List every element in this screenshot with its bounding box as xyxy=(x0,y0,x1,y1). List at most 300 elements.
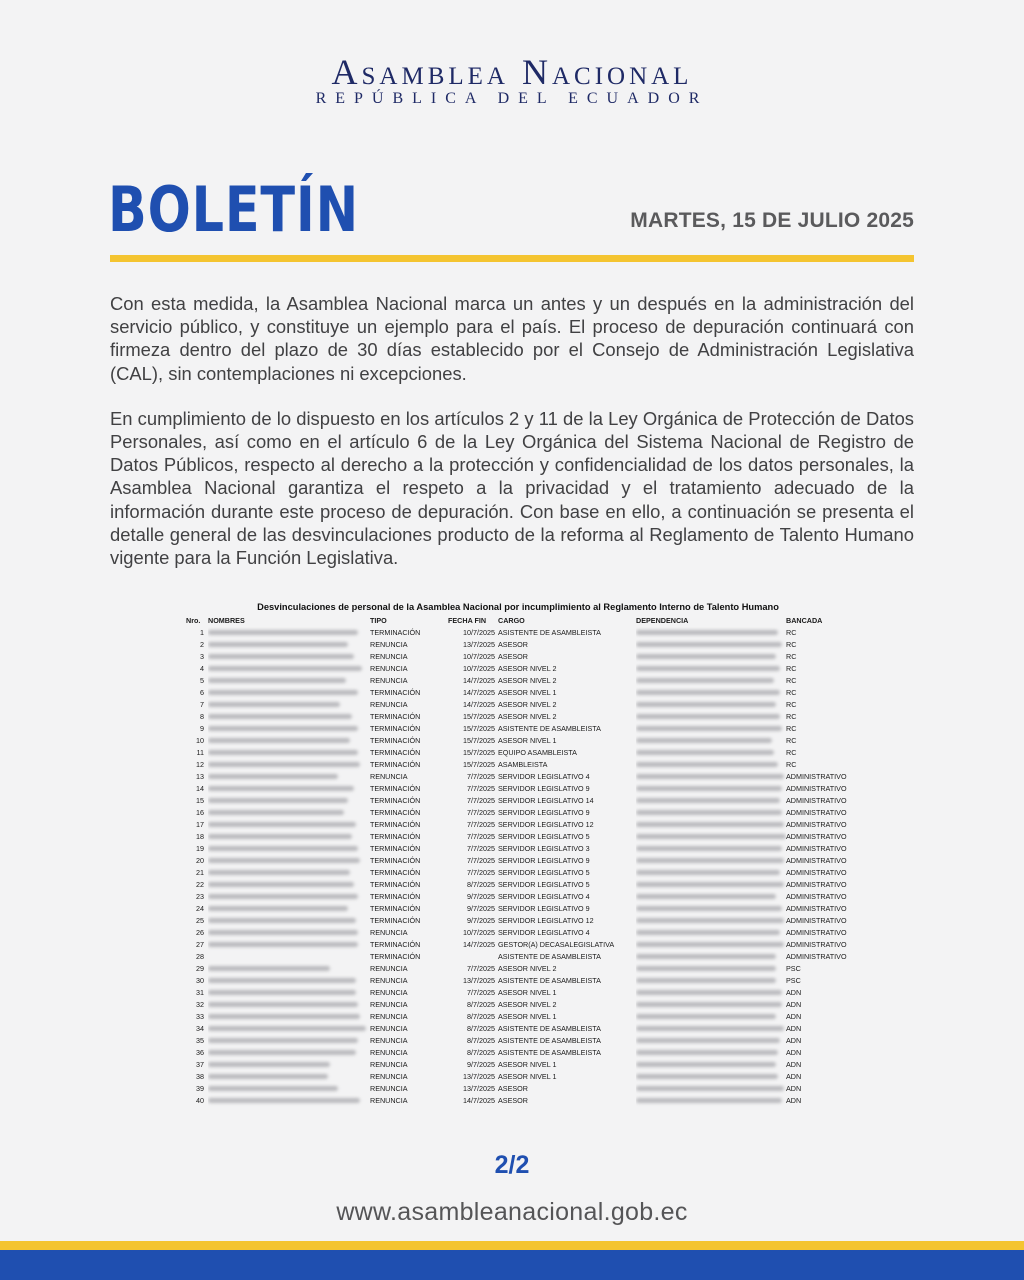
redacted-text xyxy=(208,630,358,635)
redacted-name-cell xyxy=(208,975,370,987)
type-cell: RENUNCIA xyxy=(370,988,408,997)
redacted-text xyxy=(636,702,776,707)
redacted-dependency-cell xyxy=(636,771,786,783)
redacted-dependency-cell xyxy=(636,831,786,843)
redacted-text xyxy=(636,762,778,767)
end-date-cell: 9/7/2025 xyxy=(467,904,495,913)
caucus-cell: RC xyxy=(786,700,797,709)
row-number-cell: 16 xyxy=(196,808,204,817)
end-date-cell: 8/7/2025 xyxy=(467,1036,495,1045)
type-cell: TERMINACIÓN xyxy=(370,940,421,949)
redacted-name-cell xyxy=(208,831,370,843)
table-body xyxy=(186,627,850,1107)
caucus-cell: RC xyxy=(786,640,797,649)
type-cell: RENUNCIA xyxy=(370,664,408,673)
position-cell: SERVIDOR LEGISLATIVO 5 xyxy=(498,832,590,841)
table-row xyxy=(186,867,850,879)
redacted-name-cell xyxy=(208,1047,370,1059)
table-title: Desvinculaciones de personal de la Asamblea Nacional por incumplimiento al Reglamento Interno de Talento Humano xyxy=(257,602,779,612)
caucus-cell: RC xyxy=(786,712,797,721)
position-cell: ASISTENTE DE ASAMBLEISTA xyxy=(498,724,601,733)
table-row xyxy=(186,1083,850,1095)
position-cell: ASISTENTE DE ASAMBLEISTA xyxy=(498,628,601,637)
caucus-cell: RC xyxy=(786,736,797,745)
redacted-name-cell xyxy=(208,759,370,771)
position-cell: SERVIDOR LEGISLATIVO 3 xyxy=(498,844,590,853)
redacted-text xyxy=(208,702,340,707)
caucus-cell: RC xyxy=(786,748,797,757)
header xyxy=(0,52,1024,108)
paragraph: En cumplimiento de lo dispuesto en los artículos 2 y 11 de la Ley Orgánica de Protección de Datos Personales, así como en el artículo 6 de la Ley Orgánica del Sistema Nacional de Registro de Datos Públicos, respecto al derecho a la protección y confidencialidad de los datos personales, la Asamblea Nacional garantiza el respeto a la privacidad y el tratamiento adecuado de la información durante este proceso de depuración. Con base en ello, a continuación se presenta el detalle general de las desvinculaciones producto de la reforma al Reglamento de Talento Humano vigente para la Función Legislativa. xyxy=(110,407,914,569)
table-row xyxy=(186,819,850,831)
redacted-dependency-cell xyxy=(636,927,786,939)
dismissals-table xyxy=(186,615,850,1107)
row-number-cell: 35 xyxy=(196,1036,204,1045)
redacted-text xyxy=(636,726,782,731)
redacted-name-cell xyxy=(208,627,370,639)
redacted-text xyxy=(208,762,360,767)
redacted-text xyxy=(636,1098,782,1103)
caucus-cell: ADN xyxy=(786,1096,802,1105)
end-date-cell: 7/7/2025 xyxy=(467,796,495,805)
row-number-cell: 38 xyxy=(196,1072,204,1081)
caucus-cell: RC xyxy=(786,760,797,769)
type-cell: TERMINACIÓN xyxy=(370,628,421,637)
redacted-name-cell xyxy=(208,951,370,963)
bulletin-date: MARTES, 15 DE JULIO 2025 xyxy=(630,209,914,232)
redacted-text xyxy=(208,846,358,851)
position-cell: ASISTENTE DE ASAMBLEISTA xyxy=(498,952,601,961)
position-cell: SERVIDOR LEGISLATIVO 9 xyxy=(498,808,590,817)
redacted-text xyxy=(208,642,348,647)
redacted-name-cell xyxy=(208,819,370,831)
end-date-cell: 15/7/2025 xyxy=(463,736,495,745)
end-date-cell: 14/7/2025 xyxy=(463,676,495,685)
type-cell: TERMINACIÓN xyxy=(370,820,421,829)
column-header: Nro. xyxy=(186,616,201,625)
position-cell: SERVIDOR LEGISLATIVO 14 xyxy=(498,796,594,805)
row-number-cell: 3 xyxy=(200,652,204,661)
redacted-dependency-cell xyxy=(636,795,786,807)
redacted-text xyxy=(208,930,358,935)
position-cell: ASISTENTE DE ASAMBLEISTA xyxy=(498,1048,601,1057)
redacted-name-cell xyxy=(208,987,370,999)
redacted-text xyxy=(636,906,782,911)
row-number-cell: 20 xyxy=(196,856,204,865)
end-date-cell: 8/7/2025 xyxy=(467,880,495,889)
table-row xyxy=(186,1071,850,1083)
position-cell: ASESOR NIVEL 1 xyxy=(498,736,557,745)
type-cell: RENUNCIA xyxy=(370,640,408,649)
type-cell: TERMINACIÓN xyxy=(370,760,421,769)
type-cell: TERMINACIÓN xyxy=(370,880,421,889)
redacted-name-cell xyxy=(208,747,370,759)
table-row xyxy=(186,891,850,903)
redacted-dependency-cell xyxy=(636,687,786,699)
redacted-text xyxy=(208,1098,360,1103)
redacted-dependency-cell xyxy=(636,735,786,747)
redacted-dependency-cell xyxy=(636,843,786,855)
redacted-dependency-cell xyxy=(636,855,786,867)
end-date-cell: 10/7/2025 xyxy=(463,628,495,637)
caucus-cell: PSC xyxy=(786,964,801,973)
type-cell: RENUNCIA xyxy=(370,1060,408,1069)
redacted-text xyxy=(636,954,776,959)
caucus-cell: RC xyxy=(786,664,797,673)
type-cell: TERMINACIÓN xyxy=(370,952,421,961)
table-row xyxy=(186,651,850,663)
redacted-text xyxy=(636,786,782,791)
table-row xyxy=(186,747,850,759)
redacted-text xyxy=(208,822,356,827)
type-cell: TERMINACIÓN xyxy=(370,808,421,817)
column-header: CARGO xyxy=(498,616,525,625)
end-date-cell: 15/7/2025 xyxy=(463,712,495,721)
table-row xyxy=(186,723,850,735)
row-number-cell: 4 xyxy=(200,664,204,673)
row-number-cell: 21 xyxy=(196,868,204,877)
type-cell: RENUNCIA xyxy=(370,700,408,709)
caucus-cell: ADN xyxy=(786,1060,802,1069)
redacted-name-cell xyxy=(208,1083,370,1095)
caucus-cell: ADMINISTRATIVO xyxy=(786,844,847,853)
redacted-text xyxy=(208,726,358,731)
caucus-cell: ADMINISTRATIVO xyxy=(786,832,847,841)
redacted-text xyxy=(636,642,782,647)
redacted-text xyxy=(208,906,348,911)
position-cell: SERVIDOR LEGISLATIVO 9 xyxy=(498,904,590,913)
type-cell: TERMINACIÓN xyxy=(370,712,421,721)
redacted-text xyxy=(636,630,778,635)
table-row xyxy=(186,843,850,855)
redacted-dependency-cell xyxy=(636,903,786,915)
caucus-cell: ADMINISTRATIVO xyxy=(786,868,847,877)
end-date-cell: 7/7/2025 xyxy=(467,784,495,793)
position-cell: ASESOR NIVEL 2 xyxy=(498,712,557,721)
redacted-text xyxy=(636,1062,776,1067)
redacted-text xyxy=(636,966,776,971)
redacted-name-cell xyxy=(208,879,370,891)
table-row xyxy=(186,963,850,975)
type-cell: TERMINACIÓN xyxy=(370,844,421,853)
column-header: TIPO xyxy=(370,616,387,625)
caucus-cell: ADMINISTRATIVO xyxy=(786,928,847,937)
position-cell: ASESOR NIVEL 2 xyxy=(498,676,557,685)
end-date-cell: 9/7/2025 xyxy=(467,892,495,901)
type-cell: TERMINACIÓN xyxy=(370,904,421,913)
table-row xyxy=(186,879,850,891)
redacted-dependency-cell xyxy=(636,711,786,723)
position-cell: SERVIDOR LEGISLATIVO 9 xyxy=(498,784,590,793)
redacted-text xyxy=(636,942,784,947)
redacted-text xyxy=(636,690,780,695)
end-date-cell: 9/7/2025 xyxy=(467,916,495,925)
row-number-cell: 8 xyxy=(200,712,204,721)
redacted-text xyxy=(636,738,772,743)
body-text xyxy=(110,292,914,591)
redacted-dependency-cell xyxy=(636,1047,786,1059)
header-divider xyxy=(110,255,914,262)
redacted-text xyxy=(636,978,776,983)
position-cell: SERVIDOR LEGISLATIVO 5 xyxy=(498,880,590,889)
row-number-cell: 6 xyxy=(200,688,204,697)
redacted-name-cell xyxy=(208,999,370,1011)
type-cell: RENUNCIA xyxy=(370,676,408,685)
redacted-name-cell xyxy=(208,915,370,927)
column-header: NOMBRES xyxy=(208,616,245,625)
caucus-cell: RC xyxy=(786,652,797,661)
redacted-dependency-cell xyxy=(636,879,786,891)
end-date-cell: 8/7/2025 xyxy=(467,1048,495,1057)
end-date-cell: 8/7/2025 xyxy=(467,1012,495,1021)
row-number-cell: 18 xyxy=(196,832,204,841)
redacted-text xyxy=(636,918,784,923)
position-cell: SERVIDOR LEGISLATIVO 4 xyxy=(498,772,590,781)
type-cell: RENUNCIA xyxy=(370,652,408,661)
redacted-name-cell xyxy=(208,687,370,699)
end-date-cell: 15/7/2025 xyxy=(463,748,495,757)
row-number-cell: 30 xyxy=(196,976,204,985)
position-cell: SERVIDOR LEGISLATIVO 4 xyxy=(498,928,590,937)
table-row xyxy=(186,855,850,867)
position-cell: ASESOR NIVEL 2 xyxy=(498,964,557,973)
website-link[interactable]: www.asambleanacional.gob.ec xyxy=(336,1198,688,1226)
org-name: Asamblea Nacional xyxy=(331,52,693,92)
table-row xyxy=(186,699,850,711)
redacted-dependency-cell xyxy=(636,759,786,771)
redacted-name-cell xyxy=(208,1071,370,1083)
table-row xyxy=(186,1059,850,1071)
redacted-name-cell xyxy=(208,771,370,783)
table-row xyxy=(186,831,850,843)
redacted-text xyxy=(636,990,782,995)
type-cell: TERMINACIÓN xyxy=(370,724,421,733)
redacted-text xyxy=(636,774,784,779)
end-date-cell: 14/7/2025 xyxy=(463,688,495,697)
table-row xyxy=(186,999,850,1011)
end-date-cell: 7/7/2025 xyxy=(467,856,495,865)
redacted-text xyxy=(208,1026,366,1031)
end-date-cell: 8/7/2025 xyxy=(467,1000,495,1009)
redacted-name-cell xyxy=(208,1023,370,1035)
caucus-cell: ADN xyxy=(786,1084,802,1093)
type-cell: TERMINACIÓN xyxy=(370,784,421,793)
redacted-text xyxy=(208,858,360,863)
row-number-cell: 2 xyxy=(200,640,204,649)
column-header: BANCADA xyxy=(786,616,823,625)
redacted-text xyxy=(208,1086,338,1091)
position-cell: ASESOR NIVEL 1 xyxy=(498,1060,557,1069)
redacted-name-cell xyxy=(208,795,370,807)
table-row xyxy=(186,627,850,639)
redacted-name-cell xyxy=(208,939,370,951)
row-number-cell: 13 xyxy=(196,772,204,781)
redacted-text xyxy=(208,678,346,683)
redacted-text xyxy=(636,678,774,683)
redacted-text xyxy=(636,1002,782,1007)
redacted-dependency-cell xyxy=(636,1011,786,1023)
type-cell: TERMINACIÓN xyxy=(370,688,421,697)
position-cell: ASESOR NIVEL 1 xyxy=(498,1072,557,1081)
caucus-cell: ADMINISTRATIVO xyxy=(786,952,847,961)
redacted-name-cell xyxy=(208,783,370,795)
type-cell: RENUNCIA xyxy=(370,1072,408,1081)
caucus-cell: ADMINISTRATIVO xyxy=(786,916,847,925)
position-cell: EQUIPO ASAMBLEISTA xyxy=(498,748,577,757)
redacted-name-cell xyxy=(208,867,370,879)
redacted-name-cell xyxy=(208,927,370,939)
table-row xyxy=(186,1035,850,1047)
type-cell: TERMINACIÓN xyxy=(370,916,421,925)
type-cell: RENUNCIA xyxy=(370,772,408,781)
redacted-name-cell xyxy=(208,891,370,903)
caucus-cell: ADN xyxy=(786,988,802,997)
redacted-text xyxy=(636,798,780,803)
type-cell: TERMINACIÓN xyxy=(370,796,421,805)
redacted-name-cell xyxy=(208,807,370,819)
row-number-cell: 24 xyxy=(196,904,204,913)
redacted-name-cell xyxy=(208,855,370,867)
redacted-text xyxy=(208,918,356,923)
redacted-text xyxy=(208,882,354,887)
end-date-cell: 7/7/2025 xyxy=(467,964,495,973)
type-cell: RENUNCIA xyxy=(370,1036,408,1045)
position-cell: ASESOR NIVEL 1 xyxy=(498,988,557,997)
redacted-name-cell xyxy=(208,1035,370,1047)
table-row xyxy=(186,1023,850,1035)
type-cell: RENUNCIA xyxy=(370,1048,408,1057)
redacted-dependency-cell xyxy=(636,939,786,951)
row-number-cell: 17 xyxy=(196,820,204,829)
redacted-dependency-cell xyxy=(636,819,786,831)
redacted-dependency-cell xyxy=(636,1083,786,1095)
redacted-dependency-cell xyxy=(636,783,786,795)
type-cell: RENUNCIA xyxy=(370,976,408,985)
table-row xyxy=(186,675,850,687)
end-date-cell: 7/7/2025 xyxy=(467,820,495,829)
redacted-dependency-cell xyxy=(636,999,786,1011)
table-row xyxy=(186,759,850,771)
caucus-cell: ADMINISTRATIVO xyxy=(786,772,847,781)
row-number-cell: 33 xyxy=(196,1012,204,1021)
redacted-dependency-cell xyxy=(636,723,786,735)
caucus-cell: RC xyxy=(786,676,797,685)
type-cell: RENUNCIA xyxy=(370,1084,408,1093)
redacted-dependency-cell xyxy=(636,639,786,651)
redacted-dependency-cell xyxy=(636,891,786,903)
redacted-dependency-cell xyxy=(636,951,786,963)
row-number-cell: 26 xyxy=(196,928,204,937)
row-number-cell: 40 xyxy=(196,1096,204,1105)
table-row xyxy=(186,1095,850,1107)
redacted-text xyxy=(636,714,780,719)
page-number: 2/2 xyxy=(494,1151,530,1179)
table-row xyxy=(186,663,850,675)
position-cell: GESTOR(A) DECASALEGISLATIVA xyxy=(498,940,615,949)
row-number-cell: 12 xyxy=(196,760,204,769)
end-date-cell: 8/7/2025 xyxy=(467,1024,495,1033)
table-row xyxy=(186,807,850,819)
caucus-cell: ADMINISTRATIVO xyxy=(786,820,847,829)
redacted-text xyxy=(636,894,776,899)
row-number-cell: 9 xyxy=(200,724,204,733)
redacted-name-cell xyxy=(208,651,370,663)
redacted-text xyxy=(636,846,782,851)
position-cell: ASESOR xyxy=(498,652,528,661)
redacted-text xyxy=(636,1038,780,1043)
row-number-cell: 34 xyxy=(196,1024,204,1033)
position-cell: ASESOR NIVEL 2 xyxy=(498,700,557,709)
redacted-name-cell xyxy=(208,1095,370,1107)
redacted-dependency-cell xyxy=(636,987,786,999)
redacted-text xyxy=(636,1074,778,1079)
caucus-cell: RC xyxy=(786,688,797,697)
redacted-text xyxy=(208,798,348,803)
end-date-cell: 9/7/2025 xyxy=(467,1060,495,1069)
redacted-text xyxy=(208,1074,328,1079)
redacted-text xyxy=(636,1014,776,1019)
redacted-text xyxy=(208,942,358,947)
position-cell: ASESOR NIVEL 1 xyxy=(498,688,557,697)
redacted-dependency-cell xyxy=(636,807,786,819)
redacted-dependency-cell xyxy=(636,1023,786,1035)
end-date-cell: 14/7/2025 xyxy=(463,940,495,949)
redacted-text xyxy=(208,810,344,815)
end-date-cell: 10/7/2025 xyxy=(463,652,495,661)
caucus-cell: ADMINISTRATIVO xyxy=(786,784,847,793)
position-cell: SERVIDOR LEGISLATIVO 12 xyxy=(498,916,594,925)
row-number-cell: 28 xyxy=(196,952,204,961)
type-cell: TERMINACIÓN xyxy=(370,892,421,901)
org-subtitle: REPÚBLICA DEL ECUADOR xyxy=(315,90,709,107)
redacted-text xyxy=(636,1026,784,1031)
redacted-dependency-cell xyxy=(636,867,786,879)
row-number-cell: 32 xyxy=(196,1000,204,1009)
redacted-text xyxy=(208,714,352,719)
redacted-dependency-cell xyxy=(636,1059,786,1071)
position-cell: ASISTENTE DE ASAMBLEISTA xyxy=(498,976,601,985)
table-row xyxy=(186,987,850,999)
row-number-cell: 15 xyxy=(196,796,204,805)
row-number-cell: 22 xyxy=(196,880,204,889)
end-date-cell: 7/7/2025 xyxy=(467,772,495,781)
redacted-text xyxy=(208,654,354,659)
caucus-cell: ADN xyxy=(786,1000,802,1009)
caucus-cell: ADMINISTRATIVO xyxy=(786,880,847,889)
row-number-cell: 39 xyxy=(196,1084,204,1093)
position-cell: ASESOR xyxy=(498,1096,528,1105)
redacted-text xyxy=(208,750,358,755)
redacted-dependency-cell xyxy=(636,1035,786,1047)
table-row xyxy=(186,783,850,795)
footer-yellow-band xyxy=(0,1241,1024,1250)
row-number-cell: 27 xyxy=(196,940,204,949)
type-cell: RENUNCIA xyxy=(370,1000,408,1009)
end-date-cell xyxy=(448,951,498,963)
table-row xyxy=(186,927,850,939)
redacted-text xyxy=(208,666,362,671)
redacted-dependency-cell xyxy=(636,963,786,975)
redacted-name-cell xyxy=(208,663,370,675)
redacted-text xyxy=(636,882,784,887)
caucus-cell: ADMINISTRATIVO xyxy=(786,856,847,865)
table-row xyxy=(186,1011,850,1023)
position-cell: ASISTENTE DE ASAMBLEISTA xyxy=(498,1024,601,1033)
type-cell: TERMINACIÓN xyxy=(370,832,421,841)
redacted-text xyxy=(636,930,780,935)
redacted-name-cell xyxy=(208,675,370,687)
type-cell: TERMINACIÓN xyxy=(370,736,421,745)
